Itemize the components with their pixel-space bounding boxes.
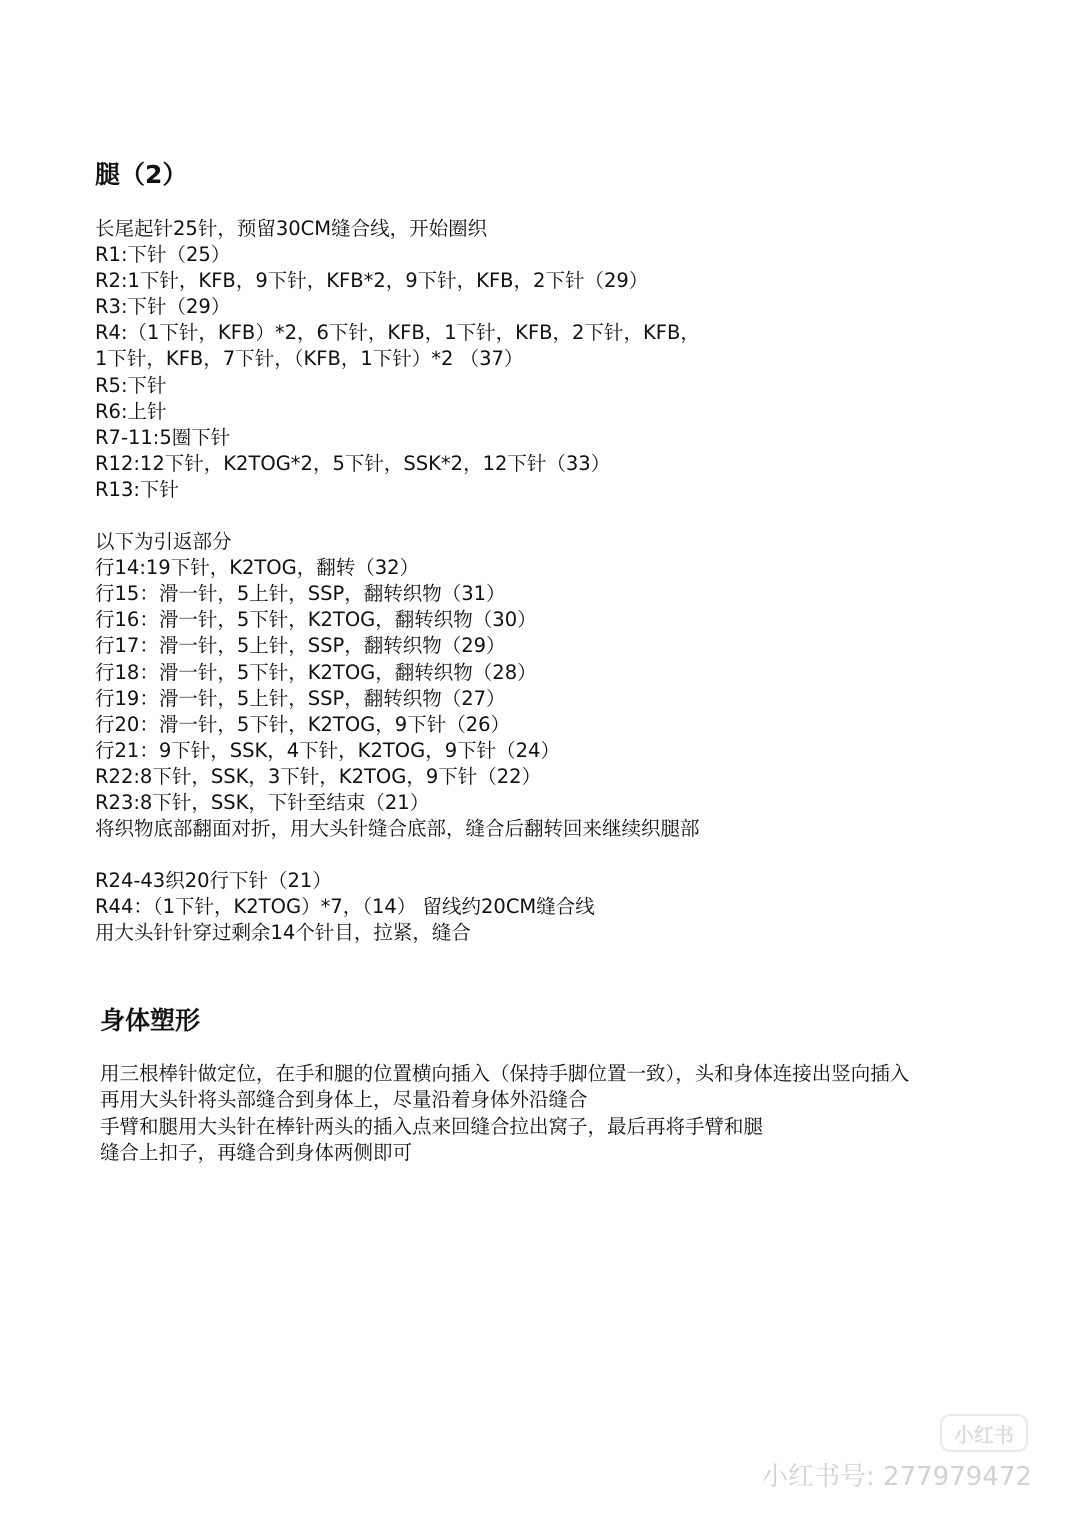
short-rows-heading: 以下为引返部分 — [95, 530, 232, 554]
pattern-line: R22:8下针，SSK，3下针，K2TOG，9下针（22） — [95, 764, 542, 788]
pattern-line: 行21：9下针，SSK，4下针，K2TOG，9下针（24） — [95, 738, 560, 762]
instruction-line: 手臂和腿用大头针在棒针两头的插入点来回缝合拉出窝子，最后再将手臂和腿 — [100, 1114, 764, 1138]
pattern-line: R2:1下针，KFB，9下针，KFB*2，9下针，KFB，2下针（29） — [95, 269, 649, 293]
pattern-line: 长尾起针25针，预留30CM缝合线，开始圈织 — [95, 217, 488, 240]
instruction-line: 用三根棒针做定位，在手和腿的位置横向插入（保持手脚位置一致），头和身体连接出竖向插入 — [100, 1062, 910, 1085]
pattern-line: 用大头针针穿过剩余14个针目，拉紧，缝合 — [95, 921, 471, 945]
pattern-line: 行17：滑一针，5上针，SSP，翻转织物（29） — [95, 634, 506, 658]
section-title-leg: 腿（2） — [95, 160, 188, 189]
pattern-line: R7-11:5圈下针 — [95, 425, 231, 449]
leg-pattern-text — [95, 216, 700, 946]
pattern-line: 1下针，KFB，7下针，（KFB，1下针）*2 （37） — [95, 347, 524, 371]
watermark-id: 小红书号: 277979472 — [762, 1462, 1032, 1492]
section-title-body-shaping: 身体塑形 — [100, 1006, 201, 1035]
pattern-line: R6:上针 — [95, 399, 167, 423]
watermark-logo: 小红书 — [940, 1414, 1028, 1452]
pattern-line: 行18：滑一针，5下针，K2TOG，翻转织物（28） — [95, 660, 537, 684]
pattern-line: R1:下针（25） — [95, 243, 231, 267]
pattern-line: 行20：滑一针，5下针，K2TOG，9下针（26） — [95, 712, 511, 736]
instruction-line: 再用大头针将头部缝合到身体上，尽量沿着身体外沿缝合 — [100, 1088, 588, 1112]
pattern-line: R24-43织20行下针（21） — [95, 869, 332, 893]
pattern-line: 行15：滑一针，5上针，SSP，翻转织物（31） — [95, 582, 506, 606]
body-shaping-text — [100, 1061, 909, 1166]
pattern-line: 行14:19下针，K2TOG，翻转（32） — [95, 556, 420, 580]
pattern-line: 行16：滑一针，5下针，K2TOG，翻转织物（30） — [95, 608, 537, 632]
pattern-line: R5:下针 — [95, 373, 167, 397]
pattern-line: R12:12下针，K2TOG*2，5下针，SSK*2，12下针（33） — [95, 451, 611, 475]
pattern-line: R44：（1下针，K2TOG）*7，（14） 留线约20CM缝合线 — [95, 895, 595, 919]
pattern-line: 将织物底部翻面对折，用大头针缝合底部，缝合后翻转回来继续织腿部 — [95, 817, 700, 841]
instruction-line: 缝合上扣子，再缝合到身体两侧即可 — [100, 1140, 413, 1164]
pattern-line: R13:下针 — [95, 477, 179, 501]
pattern-line: R23:8下针，SSK，下针至结束（21） — [95, 790, 430, 814]
pattern-line: R3:下针（29） — [95, 295, 231, 319]
pattern-line: 行19：滑一针，5上针，SSP，翻转织物（27） — [95, 686, 506, 710]
pattern-line: R4:（1下针，KFB）*2，6下针，KFB，1下针，KFB，2下针，KFB， — [95, 321, 700, 345]
